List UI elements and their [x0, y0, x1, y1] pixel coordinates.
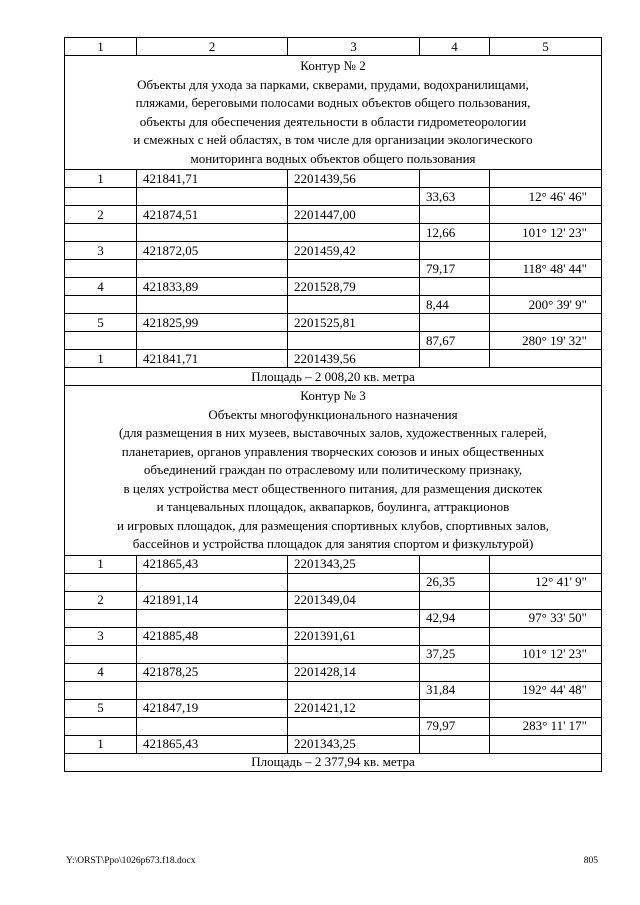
coord-y: 2201343,25 [288, 735, 420, 753]
empty-cell [288, 645, 420, 663]
empty-cell [65, 717, 137, 735]
table-row [65, 717, 602, 735]
empty-cell [137, 260, 288, 278]
segment-length: 37,25 [420, 645, 490, 663]
contour-description-line: и танцевальных площадок, аквапарков, боулинга, аттракционов [156, 499, 510, 514]
direction-angle: 101° 12' 23" [490, 645, 602, 663]
coord-y: 2201459,42 [288, 242, 420, 260]
point-number: 3 [65, 242, 137, 260]
coordinates-table [64, 37, 602, 772]
table-row [65, 645, 602, 663]
point-number: 5 [65, 314, 137, 332]
segment-length: 12,66 [420, 224, 490, 242]
page-number: 805 [583, 856, 598, 866]
area-total: Площадь – 2 377,94 кв. метра [65, 753, 602, 771]
coord-y: 2201439,56 [288, 350, 420, 368]
direction-angle: 12° 46' 46" [490, 188, 602, 206]
coord-x: 421865,43 [137, 735, 288, 753]
empty-cell [288, 188, 420, 206]
empty-cell [137, 681, 288, 699]
empty-cell [65, 224, 137, 242]
contour-description-line: бассейнов и устройства площадок для занятия спортом и физкультурой) [132, 536, 534, 551]
contour-description-line: Объекты многофункционального назначения [208, 406, 458, 422]
contour2-area-row [65, 368, 602, 386]
coord-x: 421874,51 [137, 206, 288, 224]
table-row [65, 573, 602, 591]
coord-x: 421891,14 [137, 591, 288, 609]
contour-description-line: объекты для обеспечения деятельности в области гидрометеорологии [139, 113, 527, 129]
empty-cell [490, 663, 602, 681]
empty-cell [288, 332, 420, 350]
contour-title: Контур № 3 [300, 388, 366, 403]
empty-cell [420, 663, 490, 681]
direction-angle: 12° 41' 9" [490, 573, 602, 591]
contour-title: Контур № 2 [300, 58, 366, 73]
empty-cell [490, 278, 602, 296]
table-row [65, 260, 602, 278]
empty-cell [490, 735, 602, 753]
contour3-heading-row [65, 386, 602, 556]
header-cell: 3 [288, 38, 420, 56]
table-row [65, 224, 602, 242]
empty-cell [288, 609, 420, 627]
segment-length: 42,94 [420, 609, 490, 627]
empty-cell [490, 555, 602, 573]
empty-cell [137, 573, 288, 591]
table-row [65, 350, 602, 368]
table-row [65, 242, 602, 260]
empty-cell [137, 332, 288, 350]
coord-x: 421865,43 [137, 555, 288, 573]
coord-y: 2201528,79 [288, 278, 420, 296]
coord-y: 2201349,04 [288, 591, 420, 609]
table-row [65, 555, 602, 573]
empty-cell [420, 627, 490, 645]
table-row [65, 663, 602, 681]
empty-cell [65, 573, 137, 591]
empty-cell [420, 735, 490, 753]
empty-cell [137, 188, 288, 206]
point-number: 5 [65, 699, 137, 717]
table-row [65, 681, 602, 699]
empty-cell [420, 314, 490, 332]
contour-description-line: объединений граждан по отраслевому или политическому признаку, [143, 462, 523, 477]
empty-cell [288, 224, 420, 242]
table-row [65, 699, 602, 717]
direction-angle: 283° 11' 17" [490, 717, 602, 735]
header-cell: 2 [137, 38, 288, 56]
segment-length: 26,35 [420, 573, 490, 591]
empty-cell [490, 206, 602, 224]
coord-x: 421841,71 [137, 170, 288, 188]
empty-cell [137, 296, 288, 314]
empty-cell [137, 609, 288, 627]
empty-cell [65, 609, 137, 627]
coord-x: 421833,89 [137, 278, 288, 296]
coord-x: 421878,25 [137, 663, 288, 681]
table-row [65, 627, 602, 645]
direction-angle: 97° 33' 50" [490, 609, 602, 627]
empty-cell [490, 627, 602, 645]
header-cell: 5 [490, 38, 602, 56]
point-number: 1 [65, 350, 137, 368]
table-row [65, 188, 602, 206]
empty-cell [490, 170, 602, 188]
coord-x: 421872,05 [137, 242, 288, 260]
empty-cell [490, 242, 602, 260]
empty-cell [65, 332, 137, 350]
segment-length: 8,44 [420, 296, 490, 314]
contour3-area-row [65, 753, 602, 771]
empty-cell [65, 645, 137, 663]
contour-description-line: в целях устройства мест общественного питания, для размещения дискотек [123, 480, 543, 496]
table-row [65, 206, 602, 224]
contour-description-line: (для размещения в них музеев, выставочных залов, художественных галерей, [119, 425, 547, 440]
contour3-heading [65, 386, 602, 556]
table-row [65, 314, 602, 332]
empty-cell [65, 260, 137, 278]
file-path: Y:\ORST\Ppo\1026p673.f18.docx [66, 856, 196, 866]
empty-cell [490, 350, 602, 368]
empty-cell [420, 591, 490, 609]
segment-length: 33,63 [420, 188, 490, 206]
empty-cell [420, 350, 490, 368]
empty-cell [420, 278, 490, 296]
empty-cell [490, 699, 602, 717]
segment-length: 79,17 [420, 260, 490, 278]
contour-description-line: и смежных с ней областях, в том числе для организации экологического [133, 132, 533, 147]
point-number: 1 [65, 735, 137, 753]
segment-length: 87,67 [420, 332, 490, 350]
table-row [65, 278, 602, 296]
empty-cell [137, 717, 288, 735]
point-number: 3 [65, 627, 137, 645]
direction-angle: 280° 19' 32" [490, 332, 602, 350]
empty-cell [420, 555, 490, 573]
empty-cell [288, 296, 420, 314]
contour-description-line: Объекты для ухода за парками, скверами, прудами, водохранилищами, [137, 76, 529, 92]
segment-length: 31,84 [420, 681, 490, 699]
coord-y: 2201525,81 [288, 314, 420, 332]
point-number: 1 [65, 555, 137, 573]
table-row [65, 170, 602, 188]
point-number: 1 [65, 170, 137, 188]
segment-length: 79,97 [420, 717, 490, 735]
contour2-heading [65, 56, 602, 170]
coord-x: 421847,19 [137, 699, 288, 717]
empty-cell [420, 170, 490, 188]
point-number: 2 [65, 591, 137, 609]
coord-y: 2201439,56 [288, 170, 420, 188]
contour-description-line: и игровых площадок, для размещения спортивных клубов, спортивных залов, [116, 517, 550, 533]
empty-cell [137, 645, 288, 663]
table-row [65, 609, 602, 627]
empty-cell [65, 296, 137, 314]
empty-cell [288, 681, 420, 699]
empty-cell [137, 224, 288, 242]
contour-description-line: мониторинга водных объектов общего пользования [190, 150, 476, 166]
coord-y: 2201343,25 [288, 555, 420, 573]
coord-y: 2201447,00 [288, 206, 420, 224]
coord-x: 421841,71 [137, 350, 288, 368]
empty-cell [288, 717, 420, 735]
empty-cell [288, 260, 420, 278]
table-row [65, 296, 602, 314]
header-row [65, 38, 602, 56]
header-cell: 4 [420, 38, 490, 56]
header-cell: 1 [65, 38, 137, 56]
empty-cell [490, 314, 602, 332]
empty-cell [420, 699, 490, 717]
coord-y: 2201391,61 [288, 627, 420, 645]
coord-y: 2201421,12 [288, 699, 420, 717]
table-row [65, 735, 602, 753]
contour2-heading-row [65, 56, 602, 170]
coord-y: 2201428,14 [288, 663, 420, 681]
point-number: 4 [65, 663, 137, 681]
coord-x: 421885,48 [137, 627, 288, 645]
empty-cell [65, 188, 137, 206]
coord-x: 421825,99 [137, 314, 288, 332]
area-total: Площадь – 2 008,20 кв. метра [65, 368, 602, 386]
direction-angle: 118° 48' 44" [490, 260, 602, 278]
empty-cell [420, 206, 490, 224]
direction-angle: 101° 12' 23" [490, 224, 602, 242]
empty-cell [288, 573, 420, 591]
point-number: 4 [65, 278, 137, 296]
empty-cell [65, 681, 137, 699]
table-row [65, 591, 602, 609]
empty-cell [420, 242, 490, 260]
empty-cell [490, 591, 602, 609]
contour-description-line: пляжами, береговыми полосами водных объектов общего пользования, [135, 95, 531, 110]
direction-angle: 192° 44' 48" [490, 681, 602, 699]
contour-description-line: планетариев, органов управления творческих союзов и иных общественных [121, 443, 545, 459]
table-row [65, 332, 602, 350]
point-number: 2 [65, 206, 137, 224]
direction-angle: 200° 39' 9" [490, 296, 602, 314]
